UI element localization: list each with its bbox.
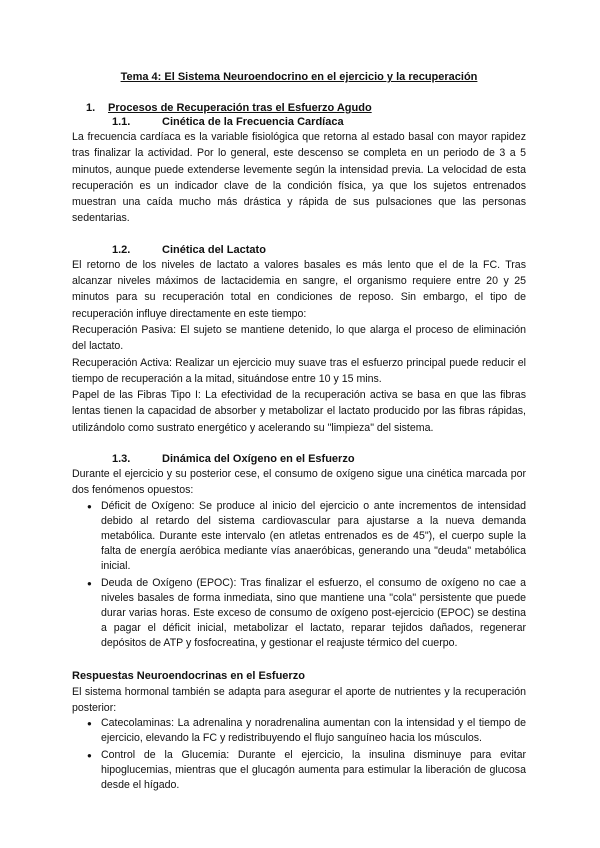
- bullet-icon: ●: [87, 501, 92, 511]
- section-1-number: 1.: [86, 102, 96, 114]
- recuperacion-pasiva: Recuperación Pasiva: El sujeto se mantiene detenido, lo que alarga el proceso de eliminación del lactato.: [72, 323, 526, 353]
- subsection-1-2-number: 1.2.: [112, 243, 131, 256]
- list-item: [72, 499, 526, 575]
- catecolaminas-text: Catecolaminas: La adrenalina y noradrenalina aumentan con la intensidad y el tiempo de ejercicio, elevando la FC y redistribuyendo el flujo sanguíneo hacia los músculos.: [101, 717, 526, 745]
- section-1-title: Procesos de Recuperación tras el Esfuerzo Agudo: [108, 102, 372, 114]
- subsection-1-2-heading: [72, 243, 526, 257]
- hormonal-paragraph: El sistema hormonal también se adapta para asegurar el aporte de nutrientes y la recuperación posterior:: [72, 685, 526, 714]
- section-1-heading: [72, 101, 526, 115]
- bullet-icon: ●: [87, 719, 92, 729]
- list-item: [72, 716, 526, 746]
- section-2-heading: Respuestas Neuroendocrinas en el Esfuerzo: [72, 669, 305, 682]
- subsection-1-2-title: Cinética del Lactato: [162, 243, 266, 256]
- oxigeno-list: [72, 499, 526, 652]
- list-item: [72, 748, 526, 794]
- recuperacion-activa: Recuperación Activa: Realizar un ejercicio muy suave tras el esfuerzo principal puede reducir el tiempo de recuperación a la mitad, situándose entre 10 y 15 mins.: [72, 356, 526, 385]
- subsection-1-3-number: 1.3.: [112, 453, 131, 466]
- subsection-1-1-number: 1.1.: [112, 116, 131, 128]
- deuda-oxigeno-text: Deuda de Oxígeno (EPOC): Tras finalizar el esfuerzo, el consumo de oxígeno no cae a niveles basales de forma inmediata, sino que mantiene una "cola" persistente que puede durar varias horas. Este exceso de consumo de oxígeno post-ejercicio (EPOC) se destina a pagar el déficit inicial, metabolizar el lactato, reparar tejidos dañados, regenerar depósitos de ATP y fosfocreatina, y gestionar el reajuste térmico del cuerpo.: [101, 576, 526, 650]
- oxigeno-paragraph: Durante el ejercicio y su posterior cese, el consumo de oxígeno sigue una cinética marcada por dos fenómenos opuestos:: [72, 468, 526, 497]
- document-page: [72, 70, 526, 794]
- bullet-icon: ●: [87, 750, 92, 760]
- subsection-1-3-heading: [72, 452, 526, 466]
- lactato-paragraph: El retorno de los niveles de lactato a valores basales es más lento que el de la FC. Tras alcanzar niveles máximos de lactacidemia en sangre, el organismo requiere entre 20 y 25 minutos para su recuperación total en condiciones de reposo. Sin embargo, el tipo de recuperación influye directamente en este tiempo:: [72, 258, 526, 320]
- list-item: [72, 576, 526, 652]
- subsection-1-1-title: Cinética de la Frecuencia Cardíaca: [162, 116, 344, 128]
- glucemia-text: Control de la Glucemia: Durante el ejercicio, la insulina disminuye para evitar hipoglucemias, mientras que el glucagón aumenta para estimular la liberación de glucosa desde el hígado.: [101, 748, 526, 792]
- fibras-tipo-i: Papel de las Fibras Tipo I: La efectividad de la recuperación activa se basa en que las fibras lentas tienen la capacidad de absorber y metabolizar el lactato producido por las fibras rápidas, utilizándolo como sustrato energético y acelerando su "limpieza" del sistema.: [72, 389, 526, 434]
- fc-paragraph: La frecuencia cardíaca es la variable fisiológica que retorna al estado basal con mayor rapidez tras finalizar la actividad. Por lo general, este descenso se completa en un periodo de 3 a 5 minutos, aunque puede extenderse levemente según la intensidad previa. La velocidad de esta recuperación es un indicador clave de la condición física, ya que los sujetos entrenados muestran una caída mucho más drástica y rápida de sus pulsaciones que las personas sedentarias.: [72, 131, 526, 225]
- hormonal-list: [72, 716, 526, 793]
- bullet-icon: ●: [87, 578, 92, 588]
- deficit-oxigeno-text: Déficit de Oxígeno: Se produce al inicio del ejercicio o ante incrementos de intensidad debido al retardo del sistema cardiovascular para ajustarse a la nueva demanda metabólica. Durante este intervalo (en atletas entrenados es de 45"), el cuerpo suple la falta de energía aeróbica mediante vías anaeróbicas, generando una "deuda" metabólica inicial.: [101, 499, 526, 573]
- document-title: Tema 4: El Sistema Neuroendocrino en el ejercicio y la recuperación: [120, 71, 478, 83]
- subsection-1-1-heading: [72, 115, 526, 129]
- subsection-1-3-title: Dinámica del Oxígeno en el Esfuerzo: [162, 453, 355, 466]
